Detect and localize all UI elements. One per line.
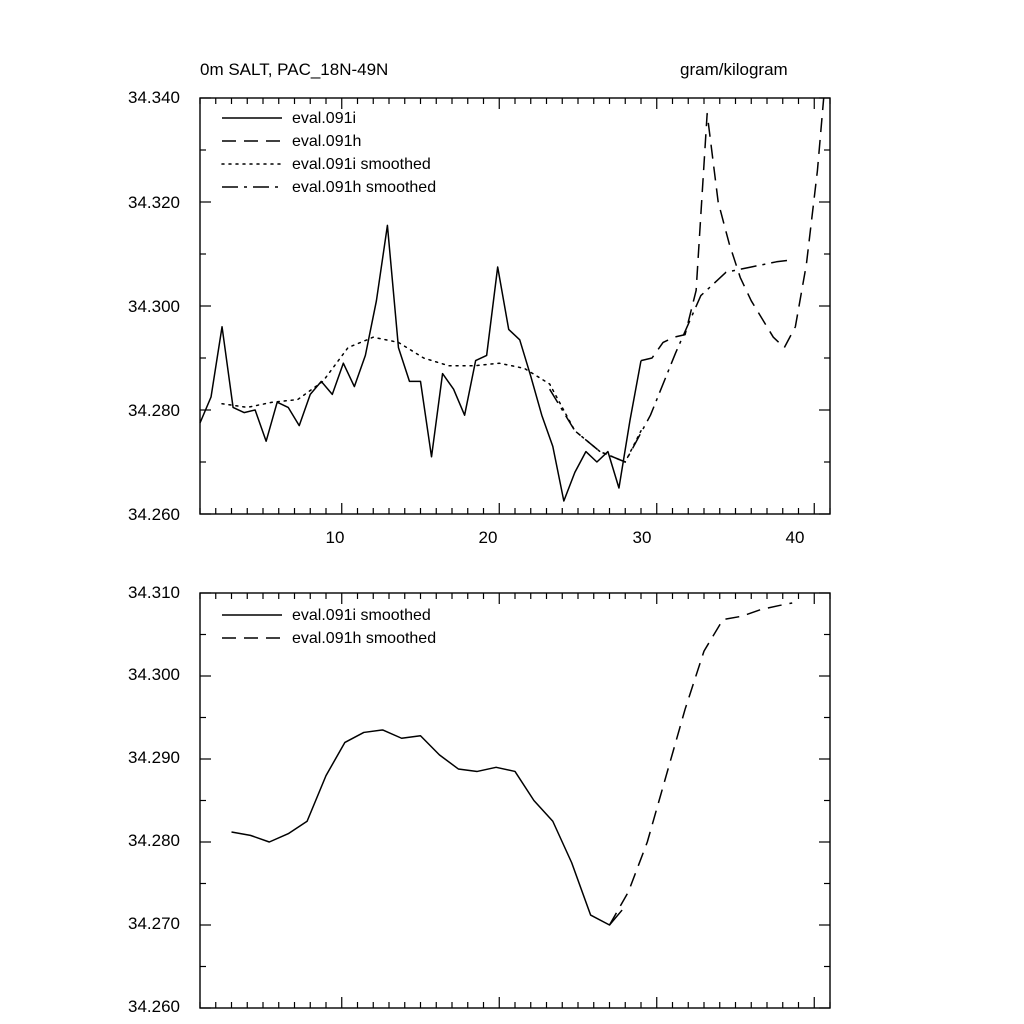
top-panel-title-right: gram/kilogram — [680, 60, 788, 79]
top-ytick-label-0: 34.340 — [128, 88, 180, 107]
top-xtick-label-0: 10 — [325, 528, 345, 547]
bottom-legend-label-1: eval.091h smoothed — [292, 630, 437, 647]
series-line — [222, 337, 641, 462]
top-ytick-label-1: 34.320 — [128, 193, 180, 212]
top-ytick-label-2: 34.300 — [128, 297, 180, 316]
top-legend-label-2: eval.091i smoothed — [292, 156, 431, 173]
bottom-legend-label-0: eval.091i smoothed — [292, 607, 431, 624]
top-xtick-label-1: 20 — [478, 528, 498, 547]
top-ytick-label-4: 34.260 — [128, 505, 180, 524]
top-xtick-label-2: 30 — [632, 528, 652, 547]
bottom-panel — [0, 560, 1024, 1024]
bottom-ytick-label-3: 34.280 — [128, 831, 180, 850]
bottom-ytick-label-5: 34.260 — [128, 997, 180, 1016]
series-line — [550, 260, 789, 462]
series-line — [610, 603, 793, 925]
top-legend-label-0: eval.091i — [292, 110, 357, 127]
series-line — [641, 98, 824, 361]
top-legend-label-1: eval.091h — [292, 133, 362, 150]
bottom-plot-area — [0, 560, 1024, 1024]
top-panel-title-left: 0m SALT, PAC_18N-49N — [200, 60, 389, 79]
series-line — [232, 730, 623, 925]
bottom-ytick-label-1: 34.300 — [128, 665, 180, 684]
top-ytick-label-3: 34.280 — [128, 401, 180, 420]
top-xtick-label-3: 40 — [785, 528, 805, 547]
bottom-ytick-label-4: 34.270 — [128, 914, 180, 933]
top-legend-label-3: eval.091h smoothed — [292, 179, 437, 196]
bottom-ytick-label-0: 34.310 — [128, 583, 180, 602]
bottom-ytick-label-2: 34.290 — [128, 748, 180, 767]
series-line — [200, 225, 641, 501]
